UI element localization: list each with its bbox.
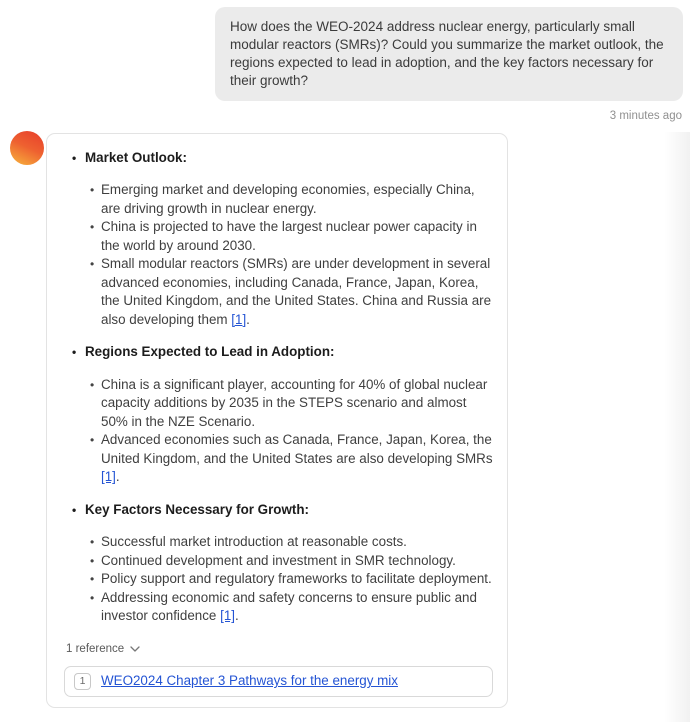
assistant-response-card [46, 133, 508, 708]
reference-card [64, 666, 493, 697]
list-item: • Successful market introduction at reasonable costs. [47, 533, 494, 552]
references-toggle-label: 1 reference [66, 642, 125, 655]
list-item: • Policy support and regulatory frameworks to facilitate deployment. [47, 570, 494, 589]
user-message-text: How does the WEO-2024 address nuclear energy, particularly small modular reactors (SMRs)? Could you summarize the market outlook, the regions expected to lead in adoption, and the key factors necessary for their growth? [230, 19, 664, 88]
list-item: • China is projected to have the largest nuclear power capacity in the world by around 2030. [47, 218, 494, 255]
section-heading: • Market Outlook: [47, 149, 494, 168]
user-message-bubble [215, 7, 683, 101]
list-item: • China is a significant player, accounting for 40% of global nuclear capacity additions by 2035 in the STEPS scenario and almost 50% in the NZE Scenario. [47, 376, 494, 432]
list-item: • Addressing economic and safety concerns to ensure public and investor confidence [1]. [47, 589, 494, 626]
citation-link[interactable]: [1] [231, 311, 247, 327]
list-item: • Small modular reactors (SMRs) are under development in several advanced economies, including Canada, France, Japan, Korea, the United Kingdom, and the United States. China and Russia are also developing them [1]. [47, 255, 494, 329]
references-toggle[interactable] [66, 640, 140, 659]
citation-link[interactable]: [1] [101, 469, 116, 485]
chevron-down-icon [130, 646, 140, 652]
bullet-list [47, 533, 494, 626]
message-timestamp: 3 minutes ago [609, 109, 682, 122]
chat-thread [0, 7, 690, 708]
assistant-avatar [10, 131, 44, 165]
list-item: • Continued development and investment in SMR technology. [47, 552, 494, 571]
section-heading: • Regions Expected to Lead in Adoption: [47, 343, 494, 362]
reference-number-badge: 1 [74, 673, 91, 690]
bullet-list [47, 376, 494, 487]
bullet-list [47, 181, 494, 329]
citation-link[interactable]: [1] [220, 608, 235, 624]
response-section-market-outlook [47, 149, 494, 330]
reference-title-link[interactable]: WEO2024 Chapter 3 Pathways for the energy mix [101, 673, 398, 689]
section-heading: • Key Factors Necessary for Growth: [47, 501, 494, 520]
list-item: • Emerging market and developing economies, especially China, are driving growth in nuclear energy. [47, 181, 494, 218]
response-section-key-factors [47, 501, 494, 626]
list-item: • Advanced economies such as Canada, France, Japan, Korea, the United Kingdom, and the United States are also developing SMRs [1]. [47, 431, 494, 487]
response-section-regions [47, 343, 494, 487]
assistant-message-row [0, 133, 690, 708]
